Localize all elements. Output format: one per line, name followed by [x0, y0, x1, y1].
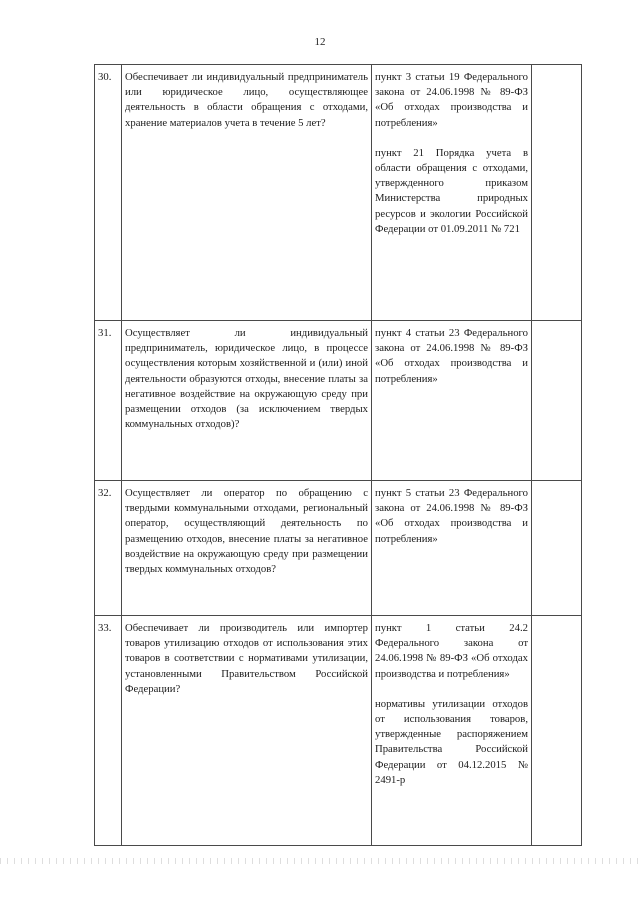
row-number: 33.	[95, 616, 122, 846]
legal-reference-cell	[372, 616, 532, 846]
table-row	[95, 321, 582, 481]
row-number: 32.	[95, 481, 122, 616]
answer-cell	[532, 481, 582, 616]
question-text: Осуществляет ли индивидуальный предприниматель, юридическое лицо, в процессе осуществления которым хозяйственной и (или) иной деятельности образуются отходы, внесение платы за негативное воздействие на окружающую среду при размещении отходов (за исключением твердых коммунальных отходов)?	[122, 321, 372, 481]
legal-reference-cell	[372, 65, 532, 321]
table-row	[95, 65, 582, 321]
page-number: 12	[314, 36, 326, 48]
scan-noise-strip	[0, 858, 640, 864]
table-row	[95, 616, 582, 846]
question-text: Обеспечивает ли производитель или импортер товаров утилизацию отходов от использования этих товаров в соответствии с нормативами утилизации, установленными Правительством Российской Федерации?	[122, 616, 372, 846]
row-number: 31.	[95, 321, 122, 481]
legal-reference: нормативы утилизации отходов от использования товаров, утвержденные распоряжением Правительства Российской Федерации от 04.12.2015 № 2491-р	[375, 697, 528, 786]
question-text: Осуществляет ли оператор по обращению с твердыми коммунальными отходами, региональный оператор, осуществляющий деятельность по размещению отходов, внесение платы за негативное воздействие на окружающую среду при размещении твердых коммунальных отходов?	[122, 481, 372, 616]
legal-reference-cell	[372, 321, 532, 481]
answer-cell	[532, 65, 582, 321]
legal-reference: пункт 3 статьи 19 Федерального закона от 24.06.1998 № 89-ФЗ «Об отходах производства и потребления»	[375, 71, 528, 129]
legal-reference: пункт 5 статьи 23 Федерального закона от 24.06.1998 № 89-ФЗ «Об отходах производства и потребления»	[375, 487, 528, 545]
legal-reference: пункт 4 статьи 23 Федерального закона от 24.06.1998 № 89-ФЗ «Об отходах производства и потребления»	[375, 327, 528, 385]
table-row	[95, 481, 582, 616]
row-number: 30.	[95, 65, 122, 321]
question-text: Обеспечивает ли индивидуальный предприниматель или юридическое лицо, осуществляющее деятельность в области обращения с отходами, хранение материалов учета в течение 5 лет?	[122, 65, 372, 321]
legal-reference: пункт 1 статьи 24.2 Федерального закона от 24.06.1998 № 89-ФЗ «Об отходах производства и потребления»	[375, 622, 528, 680]
legal-reference-cell	[372, 481, 532, 616]
answer-cell	[532, 616, 582, 846]
answer-cell	[532, 321, 582, 481]
checklist-table	[94, 64, 582, 846]
legal-reference: пункт 21 Порядка учета в области обращения с отходами, утвержденного приказом Министерства природных ресурсов и экологии Российской Федерации от 01.09.2011 № 721	[375, 146, 528, 235]
